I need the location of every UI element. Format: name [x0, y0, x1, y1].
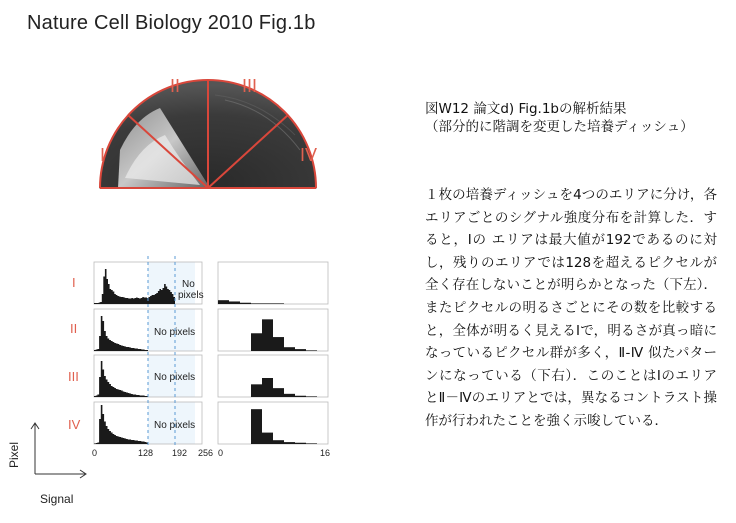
x-tick-right-0: 0: [218, 448, 224, 458]
histogram-right-bar: [262, 378, 273, 397]
histogram-right-bar: [306, 396, 317, 397]
dish-label-II: II: [170, 76, 181, 96]
y-axis-label: Pixel: [7, 441, 21, 468]
x-tick-left-128: 128: [138, 448, 154, 458]
histogram-right-bar: [284, 394, 295, 397]
histogram-right-bar: [262, 303, 273, 304]
x-tick-right-16: 16: [320, 448, 331, 458]
row-label-III: III: [68, 369, 79, 384]
histogram-frame-right: [218, 262, 328, 304]
histogram-right-bar: [251, 303, 262, 304]
note-row-IV: No pixels: [154, 420, 196, 431]
histogram-right-bar: [295, 349, 306, 351]
histogram-right-bar: [251, 384, 262, 397]
histogram-right-bar: [251, 409, 262, 444]
page-title: Nature Cell Biology 2010 Fig.1b: [27, 12, 316, 34]
histogram-right-bar: [306, 350, 317, 351]
histogram-right-bar: [229, 301, 240, 304]
histogram-right-bar: [284, 442, 295, 444]
caption-title: 図W12 論文d) Fig.1bの解析結果 （部分的に階調を変更した培養ディッシュ）: [425, 101, 694, 135]
note-row-I-line2: pixels: [178, 290, 204, 301]
row-label-I: I: [72, 275, 76, 290]
x-tick-left-256: 256: [198, 448, 214, 458]
x-tick-left-192: 192: [172, 448, 188, 458]
histogram-right-bar: [273, 440, 284, 444]
row-label-II: II: [70, 321, 78, 336]
histogram-left-area: [94, 316, 148, 351]
histogram-right-bar: [262, 433, 273, 444]
x-tick-left-0: 0: [92, 448, 98, 458]
row-label-IV: IV: [68, 417, 81, 432]
histogram-right-bar: [262, 319, 273, 351]
histogram-right-bar: [240, 303, 251, 304]
histogram-right-bar: [295, 396, 306, 397]
dish-image: [100, 80, 316, 188]
histogram-right-bar: [273, 303, 284, 304]
histogram-right-bar: [251, 333, 262, 351]
histogram-right-bar: [306, 443, 317, 444]
note-row-I-line1: No: [182, 279, 195, 290]
dish-label-III: III: [242, 76, 258, 96]
histogram-right-bar: [218, 300, 229, 304]
histogram-right-bar: [273, 388, 284, 397]
histogram-right-bar: [284, 347, 295, 351]
histogram-right-bar: [273, 337, 284, 351]
x-axis-label: Signal: [40, 492, 74, 506]
caption-body: １枚の培養ディッシュを4つのエリアに分け，各エリアごとのシグナル強度分布を計算した．すると，Ⅰの エリアは最大値が192であるのに対し，残りのエリアでは128を超えるピクセルが全く存在しないことが明らかとなった（下左）．またピクセルの明るさごとにその数を比較すると，全体が明るく見えるⅠで，明るさが真っ暗になっているピクセル群が多く，Ⅱ-Ⅳ 似たパターンになっている（下右）．このことはⅠのエリアとⅡ－Ⅳのエリアとでは，異なるコントラスト操作が行われたことを強く示唆している．: [425, 187, 717, 429]
histogram-left-area: [94, 361, 148, 397]
note-row-II: No pixels: [154, 327, 196, 338]
dish-label-I: I: [100, 145, 106, 165]
note-row-III: No pixels: [154, 372, 196, 383]
dish-label-IV: IV: [300, 145, 318, 165]
histogram-left-area: [94, 405, 148, 444]
histogram-right-bar: [295, 443, 306, 444]
